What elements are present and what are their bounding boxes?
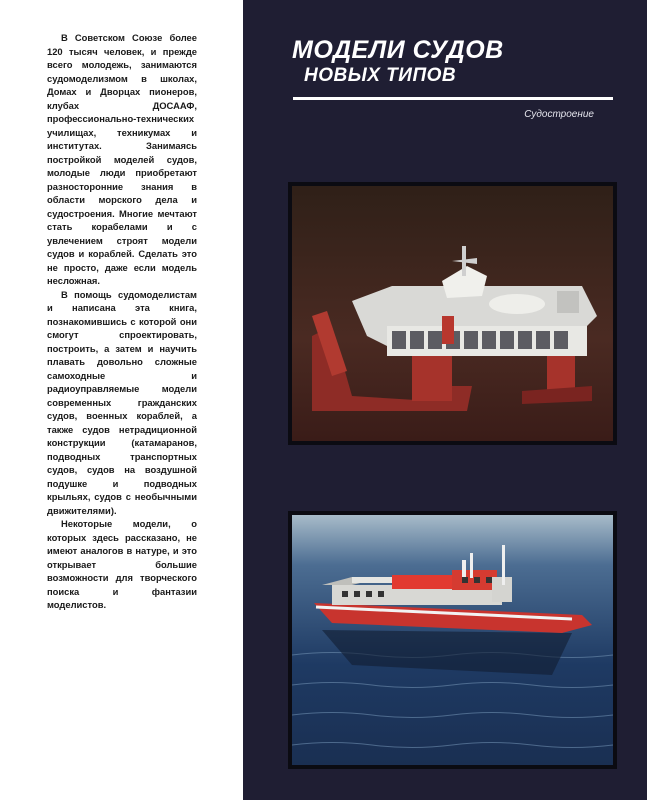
hydrofoil-model-image bbox=[292, 186, 613, 441]
photo-fireboat-model bbox=[288, 511, 617, 769]
left-text-column bbox=[0, 0, 243, 800]
page-title-line-1: МОДЕЛИ СУДОВ bbox=[292, 36, 504, 64]
intro-text bbox=[47, 31, 197, 612]
category-label: Судостроение bbox=[524, 109, 594, 120]
page-title-line-2: НОВЫХ ТИПОВ bbox=[304, 65, 457, 86]
fireboat-model-image bbox=[292, 515, 613, 765]
paragraph-1: В Советском Союзе более 120 тысяч человек, и прежде всего молодежь, занимаются судомоделизмом в школах, Домах и Дворцах пионеров, клубах ДОСААФ, профессионально-технических училищах, техникумах и институтах. Занимаясь постройкой моделей судов, молодые люди приобретают разносторонние знания в области морского дела и судостроения. Многие мечтают стать корабелами и с увлечением строят модели судов и кораблей. Сделать это не просто, даже если модель несложная. bbox=[47, 32, 197, 286]
title-rule bbox=[293, 97, 613, 100]
paragraph-3: Некоторые модели, о которых здесь рассказано, не имеют аналогов в натуре, и это открывает большие возможности для творческого поиска и фантазии моделистов. bbox=[47, 518, 197, 610]
photo-hydrofoil-model bbox=[288, 182, 617, 445]
paragraph-2: В помощь судомоделистам и написана эта книга, познакомившись с которой они смогут спроектировать, построить, а затем и научить плавать довольно сложные самоходные и радиоуправляемые модели современных гражданских судов, военных кораблей, а также судов нетрадиционной конструкции (катамаранов, подводных транспортных судов, судов на воздушной подушке и подводных крыльях, судов с необычными движителями). bbox=[47, 288, 197, 516]
